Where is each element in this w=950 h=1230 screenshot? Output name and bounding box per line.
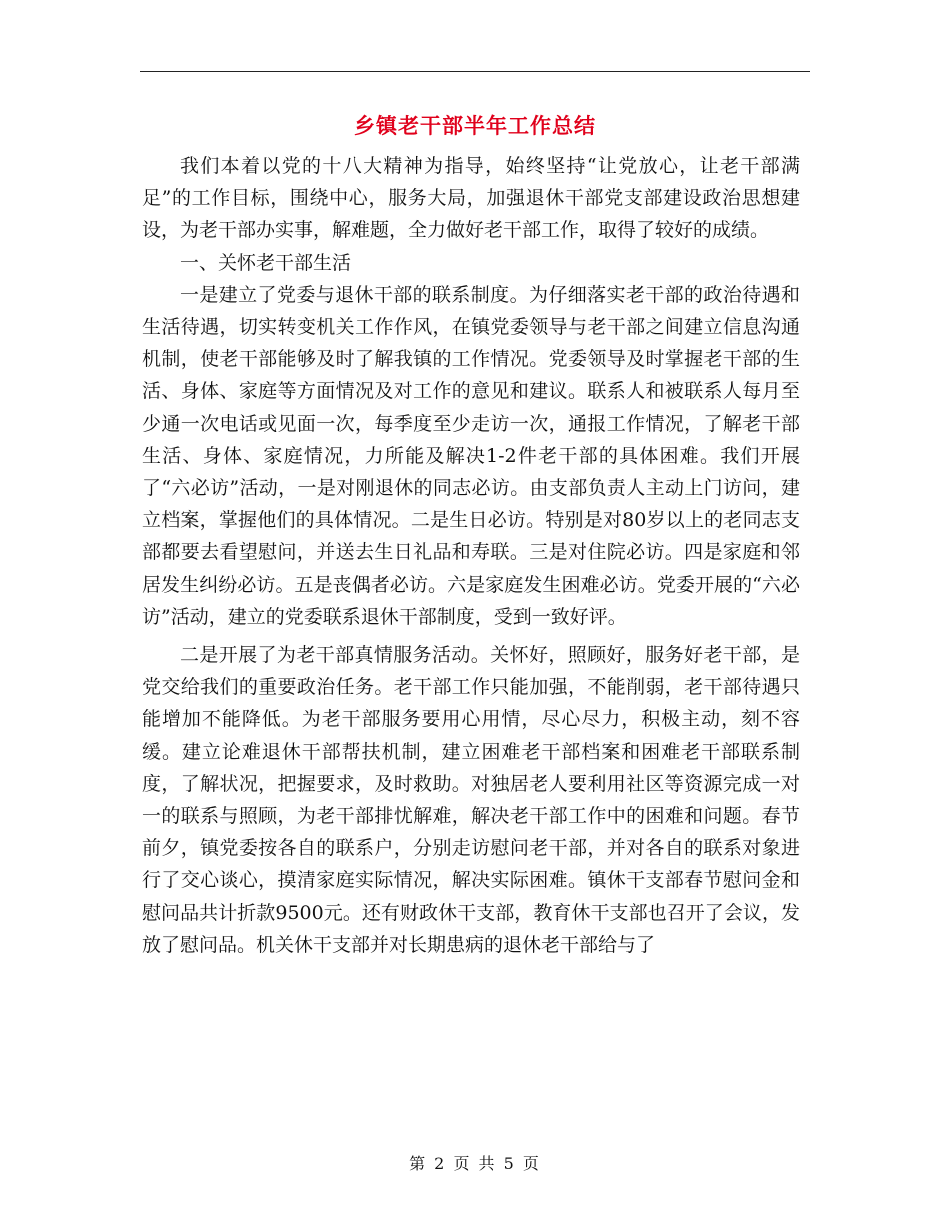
page-number: 第 2 页 共 5 页 bbox=[409, 1154, 541, 1173]
paragraph-intro: 我们本着以党的十八大精神为指导，始终坚持“让党放心，让老干部满足”的工作目标，围绕中心，服务大局，加强退休干部党支部建设政治思想建设，为老干部办实事，解难题，全力做好老干部工作，取得了较好的成绩。 bbox=[142, 155, 800, 242]
document-title: 乡镇老干部半年工作总结 bbox=[354, 113, 596, 138]
header-rule bbox=[140, 71, 810, 72]
document-body bbox=[142, 150, 800, 961]
section-heading: 一、关怀老干部生活 bbox=[180, 251, 352, 274]
paragraph-contact-system: 一是建立了党委与退休干部的联系制度。为仔细落实老干部的政治待遇和生活待遇，切实转变机关工作作风，在镇党委领导与老干部之间建立信息沟通机制，使老干部能够及时了解我镇的工作情况。党委领导及时掌握老干部的生活、身体、家庭等方面情况及对工作的意见和建议。联系人和被联系人每月至少通一次电话或见面一次，每季度至少走访一次，通报工作情况，了解老干部生活、身体、家庭情况，力所能及解决1-2件老干部的具体困难。我们开展了“六必访”活动，一是对刚退休的同志必访。由支部负责人主动上门访问，建立档案，掌握他们的具体情况。二是生日必访。特别是对80岁以上的老同志支部都要去看望慰问，并送去生日礼品和寿联。三是对住院必访。四是家庭和邻居发生纠纷必访。五是丧偶者必访。六是家庭发生困难必访。党委开展的“六必访”活动，建立的党委联系退休干部制度，受到一致好评。 bbox=[142, 283, 800, 628]
paragraph-service-activity: 二是开展了为老干部真情服务活动。关怀好，照顾好，服务好老干部，是党交给我们的重要政治任务。老干部工作只能加强，不能削弱，老干部待遇只能增加不能降低。为老干部服务要用心用情，尽心尽力，积极主动，刻不容缓。建立论难退休干部帮扶机制，建立困难老干部档案和困难老干部联系制度，了解状况，把握要求，及时救助。对独居老人要利用社区等资源完成一对一的联系与照顾，为老干部排忧解难，解决老干部工作中的困难和问题。春节前夕，镇党委按各自的联系户，分别走访慰问老干部，并对各自的联系对象进行了交心谈心，摸清家庭实际情况，解决实际困难。镇休干支部春节慰问金和慰问品共计折款9500元。还有财政休干支部，教育休干支部也召开了会议，发放了慰问品。机关休干支部并对长期患病的退休老干部给与了 bbox=[142, 644, 800, 956]
